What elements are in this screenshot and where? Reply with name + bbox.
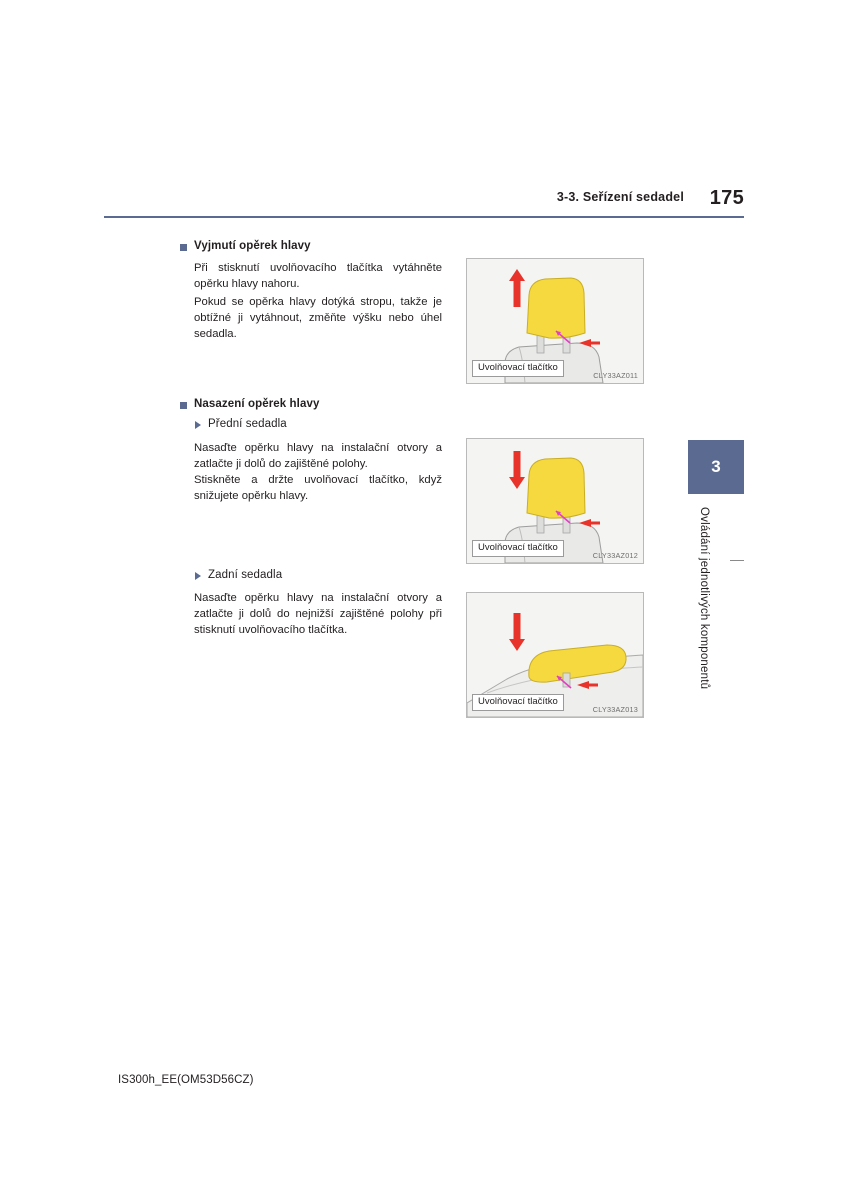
footer-document-code: IS300h_EE(OM53D56CZ) [118, 1074, 254, 1086]
paragraph-front-1: Nasaďte opěrku hlavy na instalační otvory a zatlačte ji dolů do zajištěné polohy. [194, 442, 442, 471]
figure-install-rear [466, 592, 644, 718]
figure-code-2: CLY33AZ012 [592, 551, 638, 560]
paragraph-front-2: Stiskněte a držte uvolňovací tlačítko, když snižujete opěrku hlavy. [194, 474, 442, 503]
header-section-title: 3-3. Seřízení sedadel [556, 190, 684, 204]
figure-code-3: CLY33AZ013 [592, 705, 638, 714]
figure-callout-release-button-3: Uvolňovací tlačítko [472, 694, 564, 711]
chapter-tab-number: 3 [688, 440, 744, 494]
figure-code-1: CLY33AZ011 [593, 371, 638, 380]
chapter-tab-divider [730, 560, 744, 561]
heading-install-headrest: Nasazení opěrek hlavy [180, 398, 319, 410]
figure-callout-release-button-2: Uvolňovací tlačítko [472, 540, 564, 557]
header-divider [104, 216, 744, 218]
chapter-tab-label: Ovládání jednotlivých komponentů [698, 507, 710, 690]
paragraph-remove-1: Při stisknutí uvolňovacího tlačítka vytáhněte opěrku hlavy nahoru. [194, 262, 442, 291]
figure-remove-headrest [466, 258, 644, 384]
page-number: 175 [709, 187, 744, 209]
paragraph-remove-2: Pokud se opěrka hlavy dotýká stropu, takže je obtížné ji vytáhnout, změňte výšku nebo úhel sedadla. [194, 296, 442, 341]
subheading-rear-seats: Zadní sedadla [194, 569, 282, 581]
subheading-front-seats: Přední sedadla [194, 418, 287, 430]
heading-remove-headrest: Vyjmutí opěrek hlavy [180, 240, 311, 252]
paragraph-rear-1: Nasaďte opěrku hlavy na instalační otvory a zatlačte ji dolů do nejnižší zajištěné polohy při stisknutí uvolňovacího tlačítka. [194, 592, 442, 637]
figure-callout-release-button-1: Uvolňovací tlačítko [472, 360, 564, 377]
page-header [104, 178, 744, 218]
figure-install-front [466, 438, 644, 564]
